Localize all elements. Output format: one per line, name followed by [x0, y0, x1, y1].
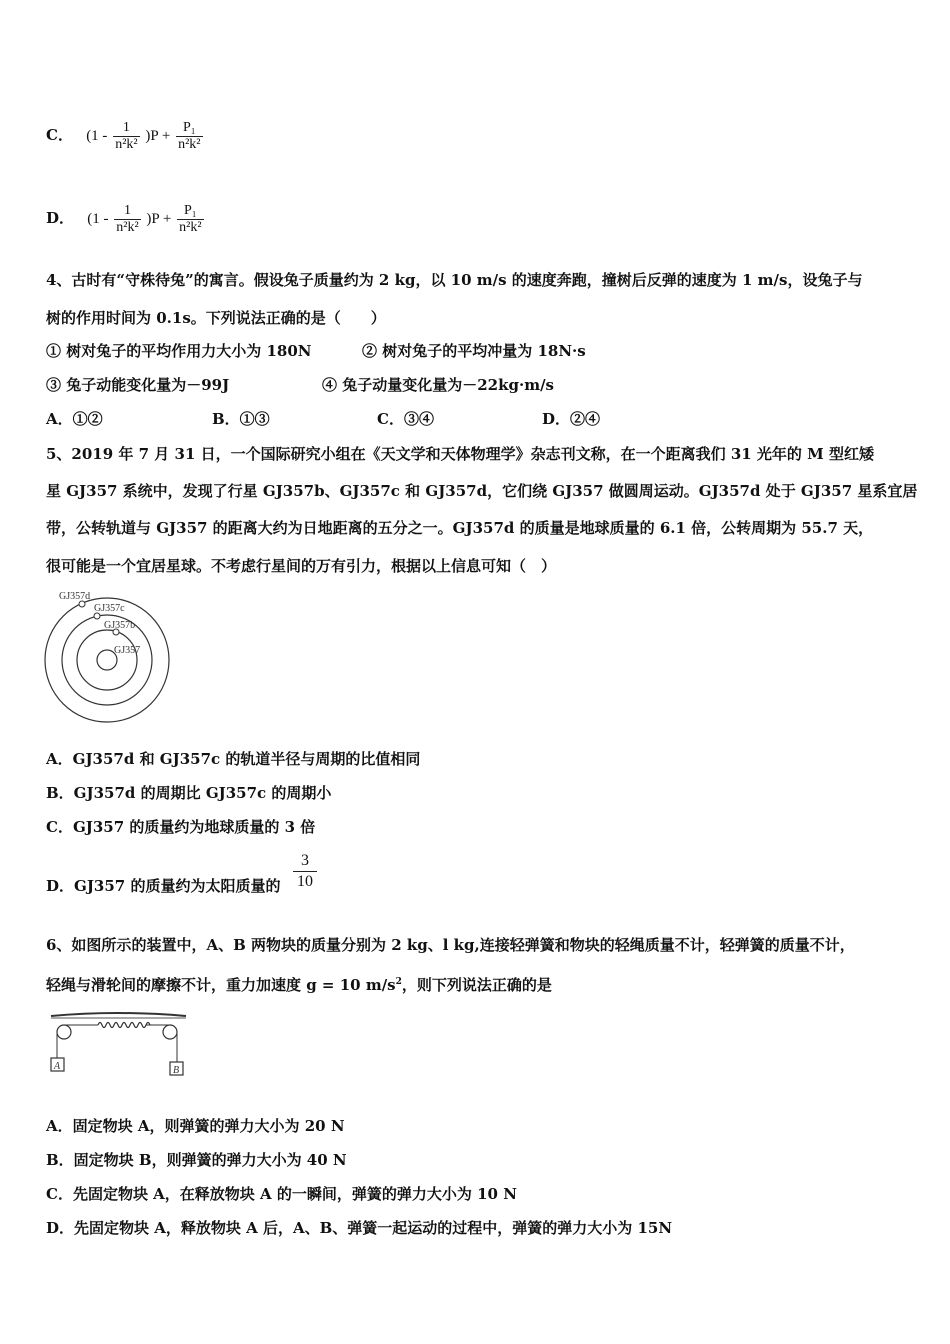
q4-statement-3: ③ 兔子动能变化量为－99J	[46, 376, 230, 394]
label-gj357b: GJ357b	[104, 620, 136, 631]
q5-option-d-text: D．GJ357 的质量约为太阳质量的	[46, 877, 281, 895]
q4-stem-line1: 4、古时有“守株待兔”的寓言。假设兔子质量约为 2 kg，以 10 m/s 的速度奔跑，撞树后反弹的速度为 1 m/s，设兔子与	[46, 271, 863, 289]
q6-stem-line2-sup: 2	[395, 977, 402, 987]
q5-option-a: A．GJ357d 和 GJ357c 的轨道半径与周期的比值相同	[46, 750, 421, 768]
q3-option-d-mid: )P +	[146, 210, 172, 227]
q4-option-d: D．②④	[542, 410, 601, 428]
q3-option-c-frac2-den: n²k²	[178, 137, 201, 152]
table-surface	[51, 1013, 186, 1016]
spring	[98, 1023, 150, 1028]
q5-stem-line3: 带，公转轨道与 GJ357 的距离大约为日地距离的五分之一。GJ357d 的质量是地球质量的 6.1 倍，公转周期为 55.7 天，	[46, 519, 874, 537]
q6-stem-line2-pre: 轻绳与滑轮间的摩擦不计，重力加速度 g = 10 m/s	[46, 976, 396, 994]
q3-option-d-frac2-den: n²k²	[179, 220, 202, 235]
q5-option-d-frac-num: 3	[301, 852, 309, 869]
q5-orbit-figure	[40, 585, 180, 735]
q3-option-d-frac2	[177, 203, 203, 236]
q3-option-d	[46, 203, 206, 236]
q5-stem-line2: 星 GJ357 系统中，发现了行星 GJ357b、GJ357c 和 GJ357d，它们绕 GJ357 做圆周运动。GJ357d 处于 GJ357 星系宜居	[46, 482, 918, 500]
pulley-left	[57, 1025, 71, 1039]
q4-option-a: A．①②	[46, 410, 103, 428]
q3-option-d-pre: (1 -	[87, 210, 109, 227]
q3-option-d-frac1-den: n²k²	[116, 220, 139, 235]
q3-option-d-frac1-num: 1	[123, 203, 131, 218]
q5-stem-line1: 5、2019 年 7 月 31 日，一个国际研究小组在《天文学和天体物理学》杂志刊文称，在一个距离我们 31 光年的 M 型红矮	[46, 445, 874, 463]
q6-stem-line1: 6、如图所示的装置中，A、B 两物块的质量分别为 2 kg、l kg,连接轻弹簧和物块的轻绳质量不计，轻弹簧的质量不计，	[46, 936, 855, 954]
q4-option-c: C．③④	[377, 410, 434, 428]
q6-option-d: D．先固定物块 A，释放物块 A 后，A、B、弹簧一起运动的过程中，弹簧的弹力大小为 15N	[46, 1219, 673, 1237]
q3-option-c-frac2-num: P₁	[182, 120, 196, 135]
q6-option-c: C．先固定物块 A，在释放物块 A 的一瞬间，弹簧的弹力大小为 10 N	[46, 1185, 517, 1203]
q3-option-d-frac1	[114, 203, 140, 236]
q6-option-a: A．固定物块 A，则弹簧的弹力大小为 20 N	[46, 1117, 345, 1135]
q3-option-c-label: C．	[46, 125, 73, 144]
block-b-label: B	[173, 1065, 180, 1076]
q6-stem-line2	[46, 972, 552, 995]
q3-option-c-frac2	[176, 120, 202, 153]
q5-option-b: B．GJ357d 的周期比 GJ357c 的周期小	[46, 784, 332, 802]
q5-stem-line4: 很可能是一个宜居星球。不考虑行星间的万有引力，根据以上信息可知（ ）	[46, 557, 557, 575]
pulley-right	[163, 1025, 177, 1039]
q6-stem-line2-post: ，则下列说法正确的是	[401, 976, 552, 994]
q6-spring-pulley-figure	[46, 1002, 196, 1078]
label-gj357: GJ357	[114, 645, 141, 656]
orbit-gj357d	[45, 598, 169, 722]
q4-statement-4: ④ 兔子动量变化量为－22kg·m/s	[322, 376, 554, 394]
q3-option-c-pre: (1 -	[86, 127, 108, 144]
q4-statement-2: ② 树对兔子的平均冲量为 18N·s	[362, 342, 586, 360]
q3-option-c-frac1-den: n²k²	[115, 137, 138, 152]
q6-option-b: B．固定物块 B，则弹簧的弹力大小为 40 N	[46, 1151, 347, 1169]
q3-option-c-frac1	[113, 120, 139, 153]
q5-option-d-frac-den: 10	[293, 871, 317, 892]
q3-option-c-mid: )P +	[145, 127, 171, 144]
q5-option-c: C．GJ357 的质量约为地球质量的 3 倍	[46, 818, 316, 836]
q5-option-d-fraction	[293, 851, 317, 892]
q3-option-c-frac1-num: 1	[122, 120, 130, 135]
q3-option-d-frac2-num: P₁	[184, 203, 197, 218]
q3-option-d-label: D．	[46, 208, 75, 227]
label-gj357d: GJ357d	[59, 591, 91, 602]
q4-option-b: B．①③	[212, 410, 270, 428]
q4-stem-line2: 树的作用时间为 0.1s。下列说法正确的是（ ）	[46, 309, 386, 327]
block-a-label: A	[54, 1061, 61, 1072]
label-gj357c: GJ357c	[94, 603, 125, 614]
q3-option-c	[46, 120, 205, 153]
q5-option-d	[46, 876, 280, 896]
orbit-gj357b	[77, 630, 137, 690]
q4-statement-1: ① 树对兔子的平均作用力大小为 180N	[46, 342, 312, 360]
